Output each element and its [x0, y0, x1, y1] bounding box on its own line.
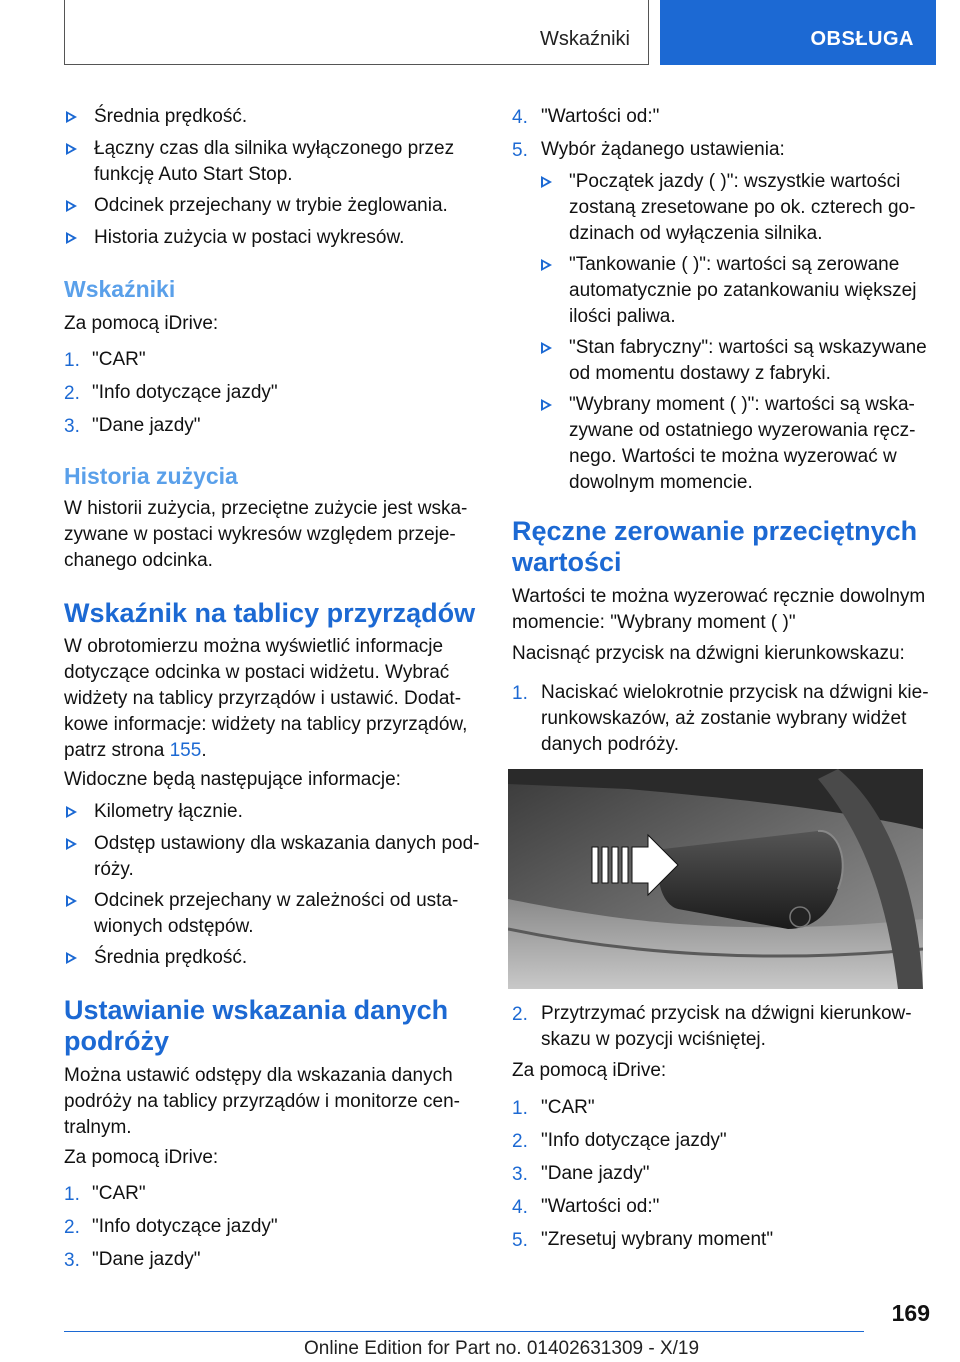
- page-number: 169: [891, 1300, 930, 1326]
- option-text: "Tankowanie ( )": wartości są zerowane automatycznie po zatankowaniu większej ilości paliwa.: [569, 254, 917, 327]
- step-number: 5.: [512, 140, 528, 161]
- step-number: 5.: [512, 1230, 528, 1251]
- heading-reczne-zerowanie: Ręczne zerowanie przeciętnych wartości: [512, 516, 918, 577]
- bullet-triangle-icon: [66, 232, 77, 244]
- step-number: 3.: [512, 1164, 528, 1185]
- visible-info-label: Widoczne będą następujące informacje:: [64, 769, 401, 790]
- step-number: 2.: [64, 383, 80, 404]
- historia-paragraph: W historii zużycia, przeciętne zużycie jest wska- zywane w postaci wykresów względem przeje- chanego odcinka.: [64, 498, 468, 571]
- lever-image: [508, 769, 923, 989]
- bullet-text: Odcinek przejechany w trybie żeglowania.: [94, 195, 448, 216]
- step-text: "Dane jazdy": [92, 415, 201, 436]
- step-number: 4.: [512, 107, 528, 128]
- bullet-text: Łączny czas dla silnika wyłączonego przez funkcję Auto Start Stop.: [94, 138, 455, 185]
- step-text: "Dane jazdy": [541, 1163, 650, 1184]
- step-text: "CAR": [541, 1097, 595, 1118]
- step-text: "Wartości od:": [541, 1196, 660, 1217]
- step-text: Przytrzymać przycisk na dźwigni kierunkow- skazu w pozycji wciśniętej.: [541, 1003, 912, 1050]
- bullet-triangle-icon: [541, 176, 552, 188]
- section-tab: [64, 0, 649, 65]
- bullet-text: Odstęp ustawiony dla wskazania danych pod- róży.: [94, 833, 480, 880]
- bullet-triangle-icon: [541, 399, 552, 411]
- step-text: "Wartości od:": [541, 106, 660, 127]
- page-header: [64, 0, 936, 65]
- bullet-text: Odcinek przejechany w zależności od usta- wionych odstępów.: [94, 890, 459, 937]
- step-text: "Dane jazdy": [92, 1249, 201, 1270]
- step-number: 1.: [64, 1184, 80, 1205]
- idrive-intro: Za pomocą iDrive:: [64, 313, 219, 334]
- bullet-triangle-icon: [66, 806, 77, 818]
- ustawianie-paragraph: Można ustawić odstępy dla wskazania danych podróży na tablicy przyrządów i monitorze cen- tralnym.: [64, 1065, 461, 1138]
- heading-ustawianie: Ustawianie wskazania danych podróży: [64, 995, 449, 1056]
- option-text: "Stan fabryczny": wartości są wskazywane od momentu dostawy z fabryki.: [569, 337, 927, 384]
- heading-wskazniki: Wskaźniki: [64, 276, 176, 302]
- bullet-text: Historia zużycia w postaci wykresów.: [94, 227, 405, 248]
- step-number: 1.: [512, 1098, 528, 1119]
- chapter-tab: [660, 0, 936, 65]
- step-number: 2.: [64, 1217, 80, 1238]
- heading-historia: Historia zużycia: [64, 463, 238, 489]
- step-number: 4.: [512, 1197, 528, 1218]
- section-title: Wskaźniki: [539, 28, 630, 50]
- step-text: "Info dotyczące jazdy": [92, 1216, 278, 1237]
- step-number: 3.: [64, 416, 80, 437]
- bullet-triangle-icon: [66, 952, 77, 964]
- chapter-title: OBSŁUGA: [810, 28, 914, 50]
- press-instruction: Nacisnąć przycisk na dźwigni kierunkowskazu:: [512, 643, 905, 664]
- bullet-triangle-icon: [66, 895, 77, 907]
- bullet-text: Kilometry łącznie.: [94, 801, 243, 822]
- step-text: Wybór żądanego ustawienia:: [541, 139, 785, 160]
- footer-divider: [64, 1331, 864, 1332]
- step-number: 2.: [512, 1004, 528, 1025]
- tablica-paragraph: W obrotomierzu można wyświetlić informacje dotyczące odcinka w postaci widżetu. Wybrać widżety na tablicy przyrządów i ustawić. Dodat- kowe informacje: widżety na tablicy przyrządów, patrz strona 155.: [64, 636, 468, 761]
- step-text: "Info dotyczące jazdy": [541, 1130, 727, 1151]
- step-text: "CAR": [92, 349, 146, 370]
- option-text: "Wybrany moment ( )": wartości są wska- zywane od ostatniego wyzerowania ręcz- nego. Wartości te można wyzerować w dowolnym momencie.: [569, 394, 916, 493]
- bullet-text: Średnia prędkość.: [94, 106, 248, 127]
- bullet-triangle-icon: [66, 200, 77, 212]
- bullet-text: Średnia prędkość.: [94, 947, 248, 968]
- step-text: "CAR": [92, 1183, 146, 1204]
- bullet-triangle-icon: [66, 838, 77, 850]
- heading-tablica: Wskaźnik na tablicy przyrządów: [64, 598, 476, 628]
- lever-illustration: [508, 769, 923, 989]
- bullet-triangle-icon: [66, 111, 77, 123]
- bullet-triangle-icon: [541, 259, 552, 271]
- bullet-triangle-icon: [541, 342, 552, 354]
- reczne-paragraph: Wartości te można wyzerować ręcznie dowolnym momencie: "Wybrany moment ( )": [512, 586, 926, 633]
- idrive-intro: Za pomocą iDrive:: [64, 1147, 219, 1168]
- footer-edition: Online Edition for Part no. 01402631309 - X/19: [304, 1338, 700, 1359]
- step-text: Naciskać wielokrotnie przycisk na dźwigni kie- runkowskazów, aż zostanie wybrany widżet danych podróży.: [541, 682, 929, 755]
- step-text: "Zresetuj wybrany moment": [541, 1229, 774, 1250]
- idrive-intro: Za pomocą iDrive:: [512, 1060, 667, 1081]
- page-ref-link[interactable]: 155: [169, 740, 202, 761]
- step-number: 2.: [512, 1131, 528, 1152]
- option-text: "Początek jazdy ( )": wszystkie wartości zostaną zresetowane po ok. czterech go- dzinach od wyłączenia silnika.: [569, 171, 916, 244]
- step-number: 1.: [64, 350, 80, 371]
- step-text: "Info dotyczące jazdy": [92, 382, 278, 403]
- step-number: 3.: [64, 1250, 80, 1271]
- step-number: 1.: [512, 683, 528, 704]
- bullet-triangle-icon: [66, 143, 77, 155]
